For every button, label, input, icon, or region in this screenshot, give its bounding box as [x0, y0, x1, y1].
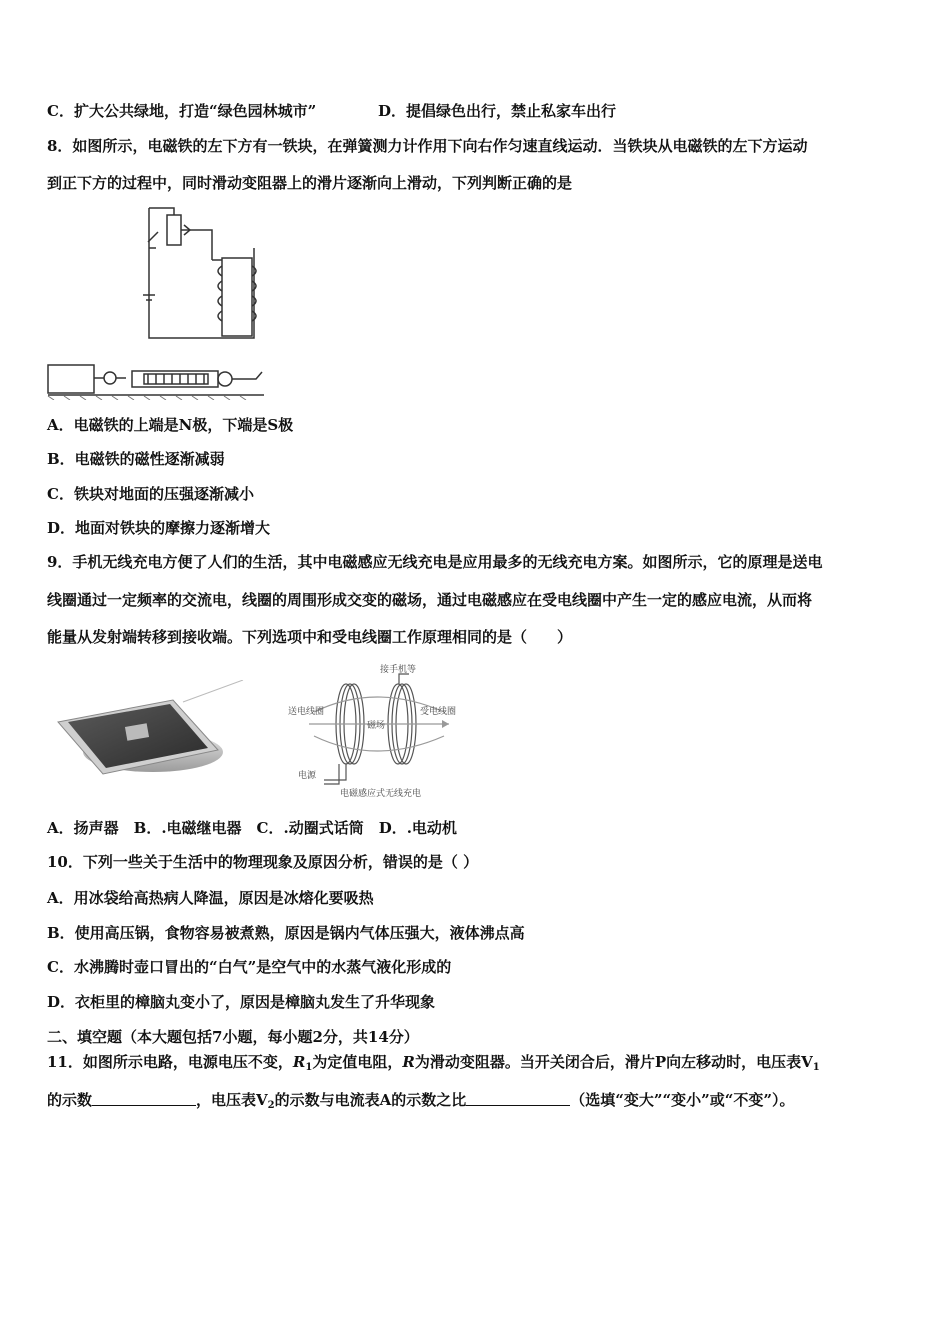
- answer-blank-2[interactable]: [466, 1091, 570, 1106]
- v1-subscript: 1: [812, 1062, 820, 1073]
- q8-option-a: A．电磁铁的上端是N极，下端是S极: [47, 416, 294, 434]
- q10-option-c: C．水沸腾时壶口冒出的“白气”是空气中的水蒸气液化形成的: [47, 958, 452, 976]
- figure-caption: 电磁感应式无线充电: [340, 789, 422, 799]
- q8-stem-line1: 8．如图所示，电磁铁的左下方有一铁块，在弹簧测力计作用下向右作匀速直线运动．当铁块从电磁铁的左下方运动: [47, 137, 808, 155]
- q9-stem-line2: 线圈通过一定频率的交流电，线圈的周围形成交变的磁场，通过电磁感应在受电线圈中产生一定的感应电流，从而将: [47, 591, 813, 609]
- q9-stem-line1: 9．手机无线充电方便了人们的生活，其中电磁感应无线充电是应用最多的无线充电方案。如图所示，它的原理是送电: [47, 553, 823, 571]
- q7-option-c: C．扩大公共绿地，打造“绿色园林城市”: [47, 102, 317, 120]
- q10-option-a: A．用冰袋给高热病人降温，原因是冰熔化要吸热: [47, 889, 374, 907]
- q10-option-d: D．衣柜里的樟脑丸变小了，原因是樟脑丸发生了升华现象: [47, 993, 436, 1011]
- wireless-charging-diagram: [284, 662, 469, 800]
- q9-stem-line3: 能量从发射端转移到接收端。下列选项中和受电线圈工作原理相同的是（ ）: [47, 628, 573, 646]
- q11-text-3: 为滑动变阻器。当开关闭合后，滑片P向左移动时，电压表V: [414, 1053, 813, 1071]
- q7-option-d: D．提倡绿色出行，禁止私家车出行: [378, 102, 617, 120]
- q11-text-4: 的示数: [47, 1091, 93, 1109]
- label-send-coil: 送电线圈: [288, 707, 325, 717]
- v2-subscript: 2: [267, 1100, 275, 1111]
- q8-option-c: C．铁块对地面的压强逐渐减小: [47, 485, 254, 503]
- q11-text-2: 为定值电阻，: [312, 1053, 403, 1071]
- section2-heading: 二、填空题（本大题包括7小题，每小题2分，共14分）: [47, 1028, 419, 1046]
- q11-text-1: 11．如图所示电路，电源电压不变，: [47, 1053, 293, 1071]
- r1-subscript: 1: [305, 1062, 313, 1073]
- r1-symbol: R: [292, 1053, 306, 1071]
- q8-option-b: B．电磁铁的磁性逐渐减弱: [47, 450, 225, 468]
- q10-stem: 10．下列一些关于生活中的物理现象及原因分析，错误的是（ ）: [47, 853, 479, 871]
- phone-charger-photo: [48, 680, 248, 780]
- q9-options: A．扬声器 B．.电磁继电器 C．.动圈式话筒 D．.电动机: [47, 819, 457, 837]
- r-symbol: R: [402, 1053, 415, 1071]
- label-power: 电源: [298, 771, 317, 781]
- q11-line2: [47, 1090, 795, 1116]
- q8-stem-line2: 到正下方的过程中，同时滑动变阻器上的滑片逐渐向上滑动，下列判断正确的是: [47, 174, 573, 192]
- label-receive-coil: 受电线圈: [420, 707, 457, 717]
- q10-option-b: B．使用高压锅，食物容易被煮熟，原因是锅内气体压强大，液体沸点高: [47, 924, 525, 942]
- q8-electromagnet-figure: [44, 200, 274, 400]
- answer-blank-1[interactable]: [92, 1091, 196, 1106]
- q11-line1: [47, 1052, 820, 1078]
- q11-text-6: 的示数与电流表A的示数之比: [274, 1091, 467, 1109]
- label-magnetic-field: 磁场: [367, 721, 386, 731]
- q11-text-7: （选填“变大”“变小”或“不变”）。: [570, 1091, 795, 1109]
- q8-option-d: D．地面对铁块的摩擦力逐渐增大: [47, 519, 271, 537]
- label-receiver-device: 接手机等: [380, 665, 417, 675]
- q11-text-5: ，电压表V: [196, 1091, 268, 1109]
